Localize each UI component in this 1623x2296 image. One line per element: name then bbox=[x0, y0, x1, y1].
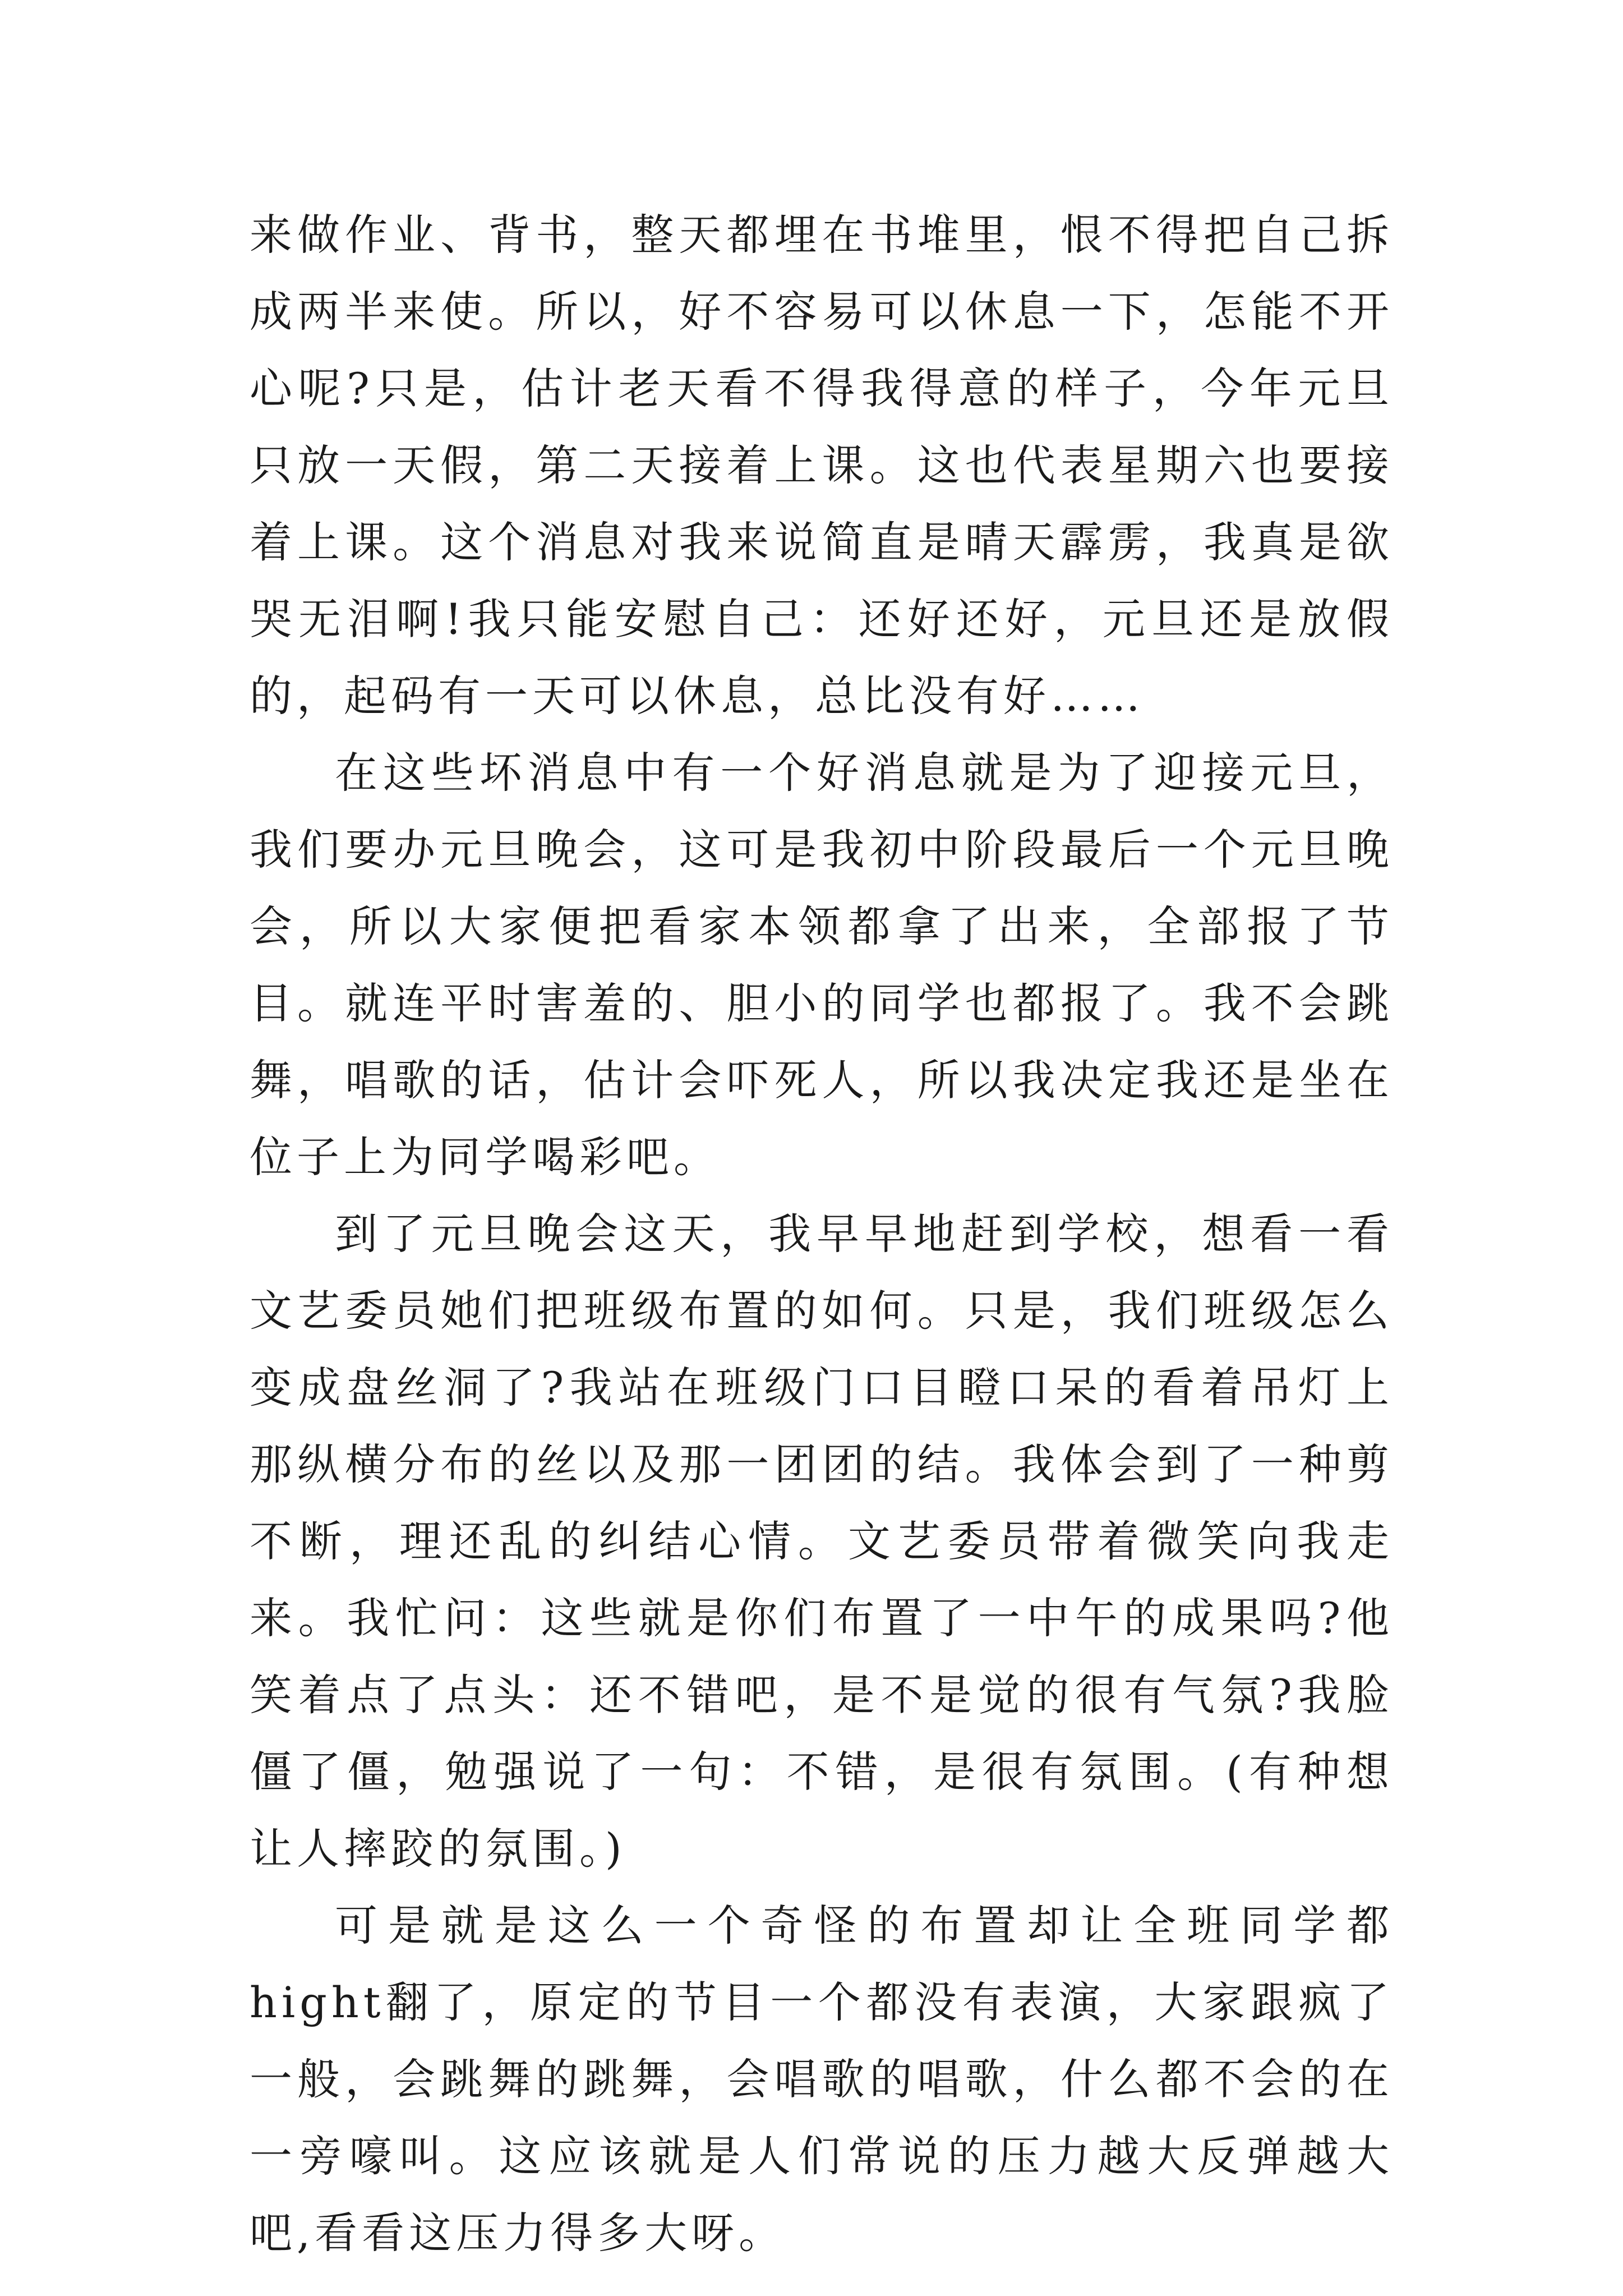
paragraph-4: 可是就是这么一个奇怪的布置却让全班同学都hight翻了，原定的节目一个都没有表演，大家跟疯了一般，会跳舞的跳舞，会唱歌的唱歌，什么都不会的在一旁嚎叫。这应该就是人们常说的压力越大反弹越大吧,看看这压力得多大呀。 bbox=[250, 1901, 1394, 2258]
paragraph-1: 来做作业、背书，整天都埋在书堆里，恨不得把自己拆成两半来使。所以，好不容易可以休息一下，怎能不开心呢?只是，估计老天看不得我得意的样子，今年元旦只放一天假，第二天接着上课。这也代表星期六也要接着上课。这个消息对我来说简直是晴天霹雳，我真是欲哭无泪啊!我只能安慰自己：还好还好，元旦还是放假的，起码有一天可以休息，总比没有好…… bbox=[250, 210, 1394, 721]
document-body bbox=[250, 196, 1394, 2271]
paragraph-3: 到了元旦晚会这天，我早早地赶到学校，想看一看文艺委员她们把班级布置的如何。只是，我们班级怎么变成盘丝洞了?我站在班级门口目瞪口呆的看着吊灯上那纵横分布的丝以及那一团团的结。我体会到了一种剪不断，理还乱的纠结心情。文艺委员带着微笑向我走来。我忙问：这些就是你们布置了一中午的成果吗?他笑着点了点头：还不错吧，是不是觉的很有气氛?我脸僵了僵，勉强说了一句：不错，是很有氛围。(有种想让人摔跤的氛围。) bbox=[250, 1209, 1394, 1874]
paragraph-2: 在这些坏消息中有一个好消息就是为了迎接元旦，我们要办元旦晚会，这可是我初中阶段最后一个元旦晚会，所以大家便把看家本领都拿了出来，全部报了节目。就连平时害羞的、胆小的同学也都报了。我不会跳舞，唱歌的话，估计会吓死人，所以我决定我还是坐在位子上为同学喝彩吧。 bbox=[250, 748, 1394, 1182]
